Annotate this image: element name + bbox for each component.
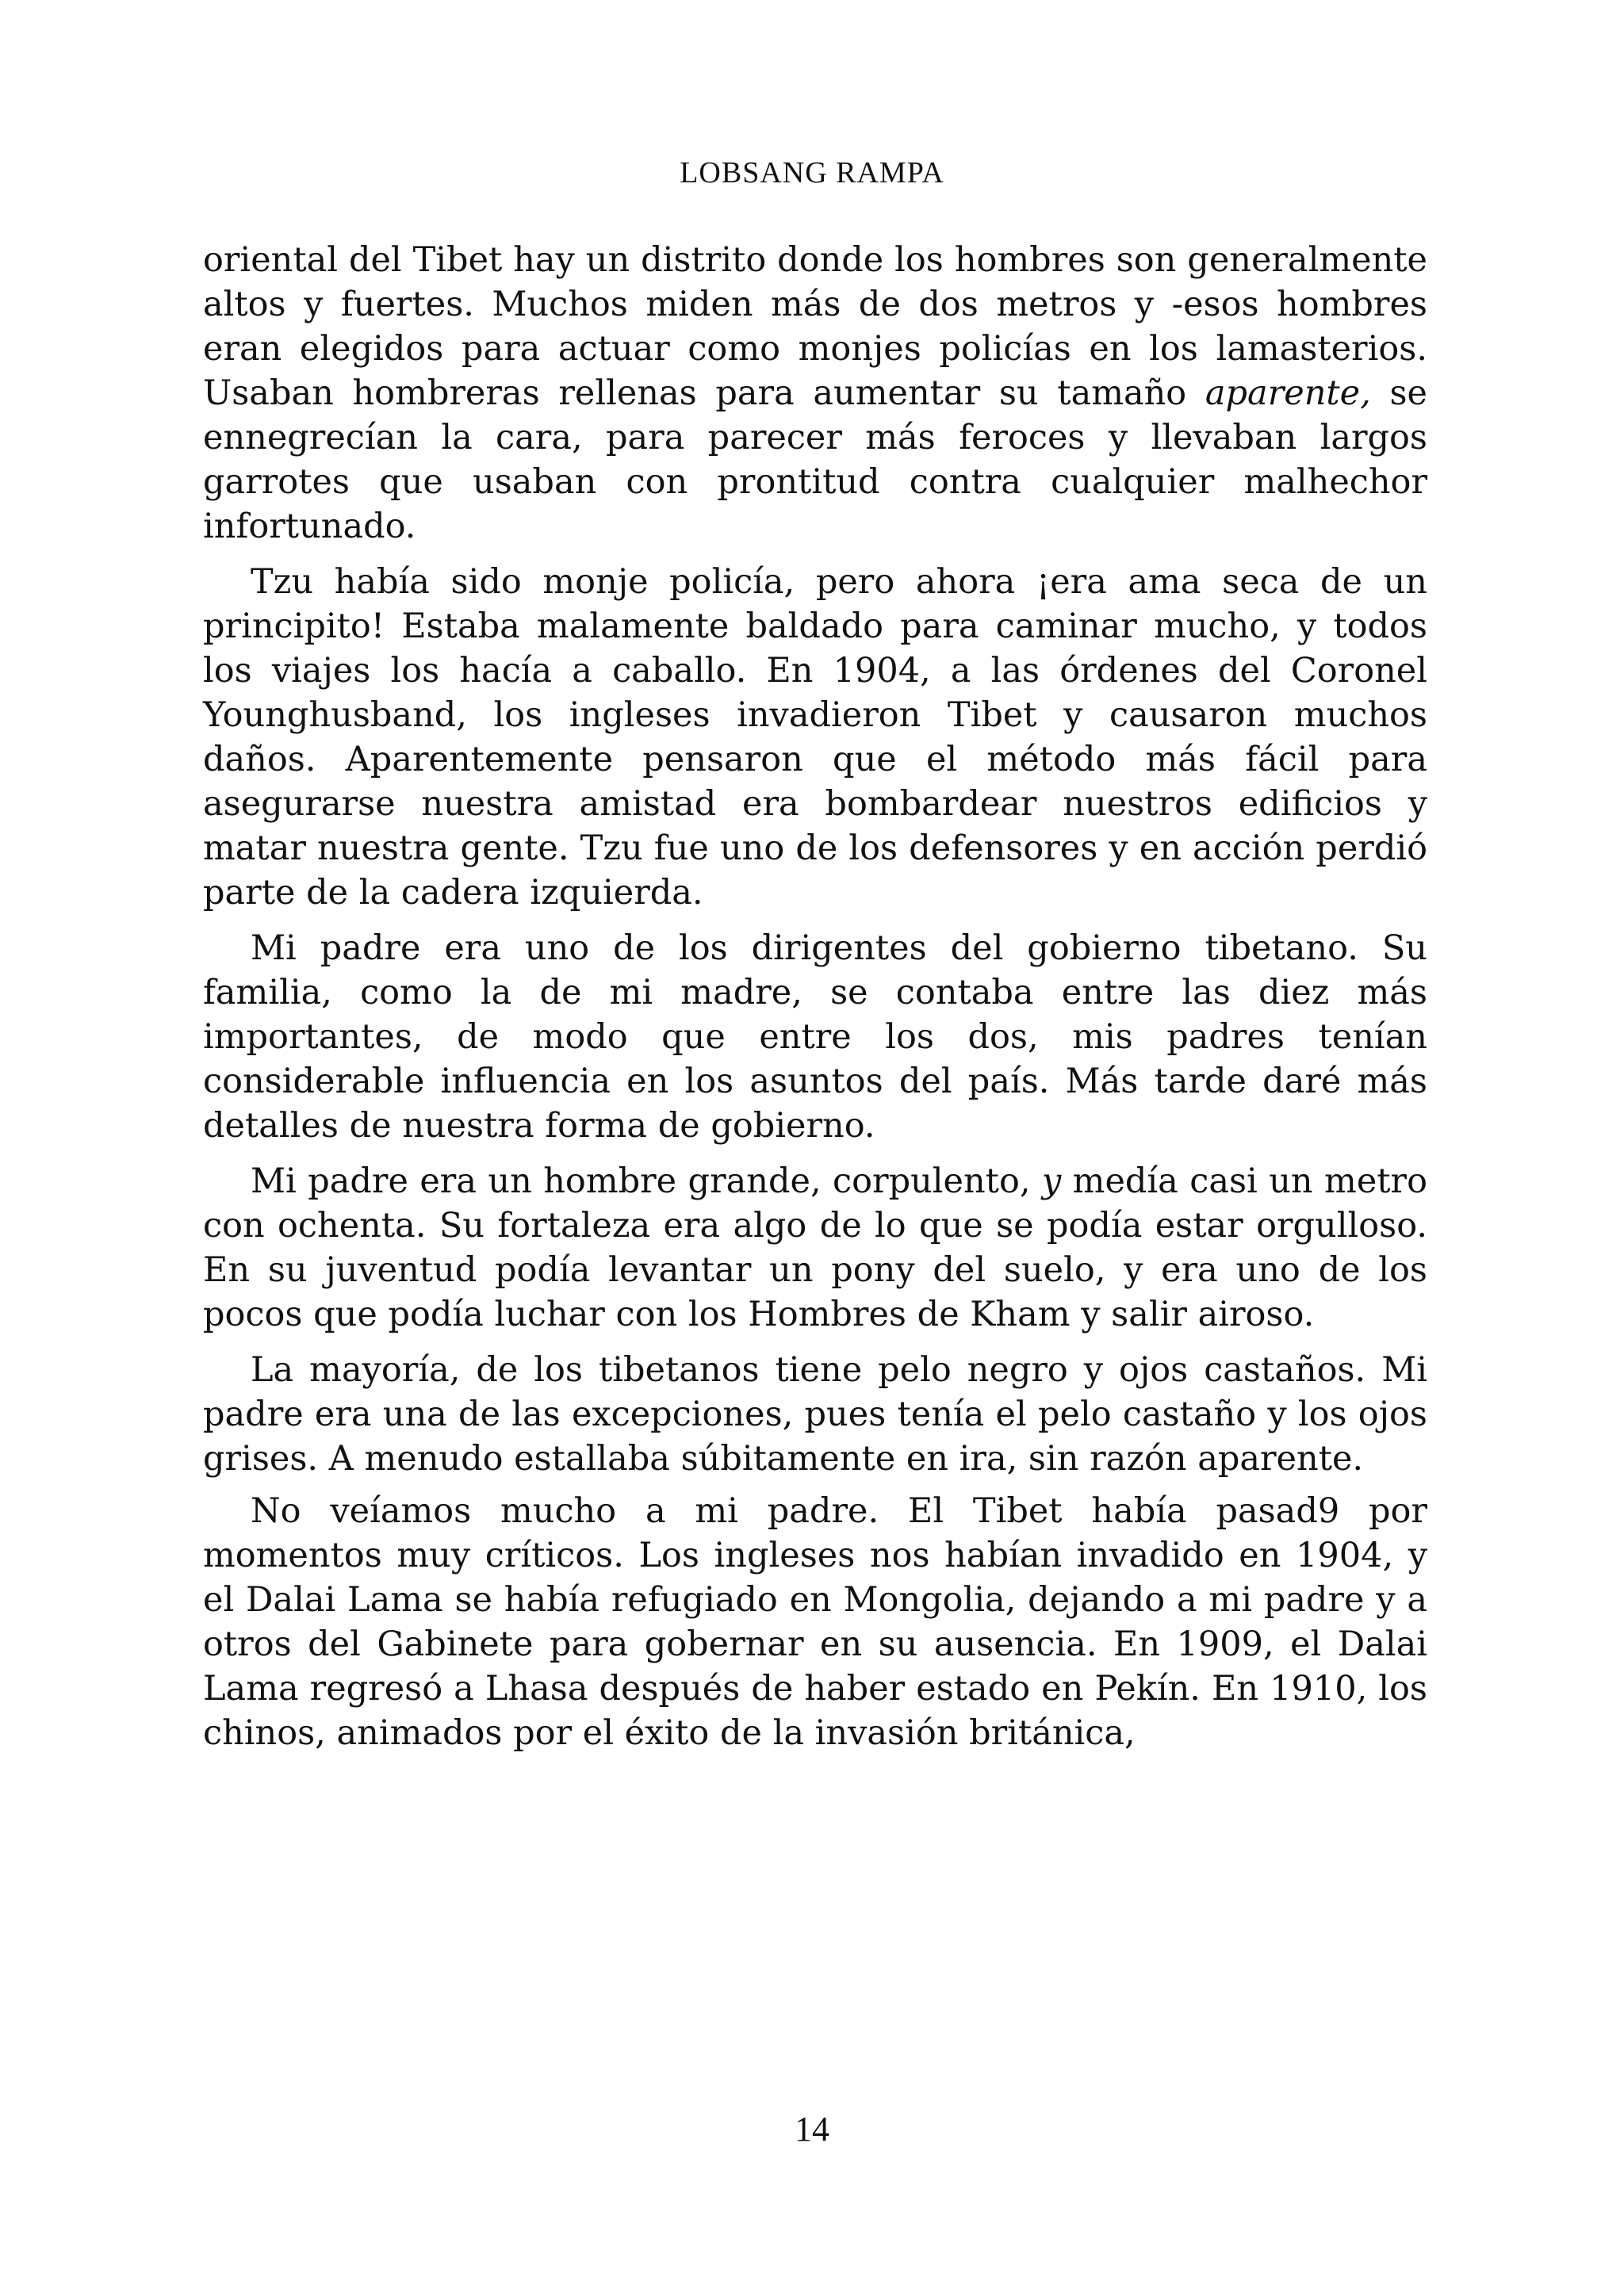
running-header-title: LOBSANG RAMPA <box>680 156 944 189</box>
page-number: 14 <box>795 2110 829 2149</box>
paragraph-4-emphasis: y <box>1041 1161 1062 1201</box>
paragraph-1-text-a: oriental del Tibet hay un distrito donde los hombres son generalmente altos y fuertes. Muchos miden más de dos metros y -esos hombres eran elegidos para actuar como monjes policías en los lamasterios. Usaban hombreras rellenas para aumentar su tamaño <box>203 240 1427 413</box>
paragraph-1-emphasis: aparente, <box>1205 373 1371 413</box>
paragraph-3: Mi padre era uno de los dirigentes del gobierno tibetano. Su familia, como la de mi madre, se contaba entre las diez más importantes, de modo que entre los dos, mis padres tenían considerable influencia en los asuntos del país. Más tarde daré más detalles de nuestra forma de gobierno. <box>203 928 1427 1146</box>
body-text <box>203 238 1427 1766</box>
paragraph-4 <box>203 1159 1427 1337</box>
paragraph-4-text-a: Mi padre era un hombre grande, corpulento, <box>251 1161 1042 1201</box>
paragraph-1 <box>203 238 1427 549</box>
paragraph-6: No veíamos mucho a mi padre. El Tibet había pasad9 por momentos muy críticos. Los ingleses nos habían invadido en 1904, y el Dalai Lama se había refugiado en Mongolia, dejando a mi padre y a otros del Gabinete para gobernar en su ausencia. En 1909, el Dalai Lama regresó a Lhasa después de haber estado en Pekín. En 1910, los chinos, animados por el éxito de la invasión británica, <box>203 1491 1427 1753</box>
paragraph-2: Tzu había sido monje policía, pero ahora ¡era ama seca de un principito! Estaba malamente baldado para caminar mucho, y todos los viajes los hacía a caballo. En 1904, a las órdenes del Coronel Younghusband, los ingleses invadieron Tibet y causaron muchos daños. Aparentemente pensaron que el método más fácil para asegurarse nuestra amistad era bombardear nuestros edificios y matar nuestra gente. Tzu fue uno de los defensores y en acción perdió parte de la cadera izquierda. <box>203 562 1427 913</box>
paragraph-1-text-b: se ennegrecían la cara, para parecer más feroces y llevaban largos garrotes que usaban con prontitud contra cualquier malhechor infortunado. <box>203 373 1427 546</box>
paragraph-5: La mayoría, de los tibetanos tiene pelo negro y ojos castaños. Mi padre era una de las excepciones, pues tenía el pelo castaño y los ojos grises. A menudo estallaba súbitamente en ira, sin razón aparente. <box>203 1350 1427 1479</box>
paragraph-4-text-b: medía casi un metro con ochenta. Su fortaleza era algo de lo que se podía estar orgulloso. En su juventud podía levantar un pony del suelo, y era uno de los pocos que podía luchar con los Hombres de Kham y salir airoso. <box>203 1161 1427 1334</box>
